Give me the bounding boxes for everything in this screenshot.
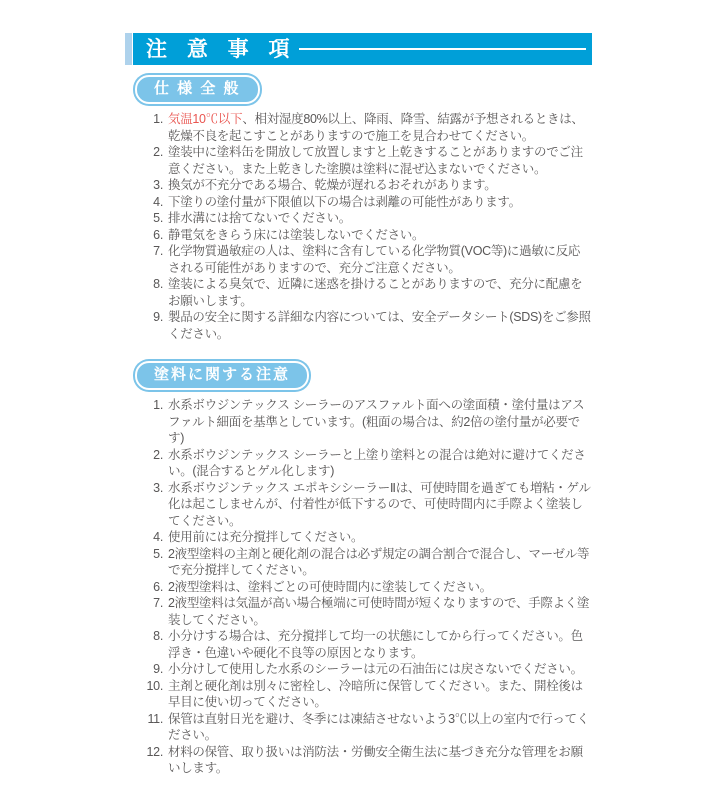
item-number: 12. — [146, 744, 163, 759]
item-text: 塗装による臭気で、近隣に迷惑を掛けることがありますので、充分に配慮をお願いします。 — [168, 277, 583, 308]
item-text: 下塗りの塗付量が下限値以下の場合は剥離の可能性があります。 — [168, 194, 521, 209]
item-text: 水系ボウジンテックス シーラーと上塗り塗料との混合は絶対に避けてください。(混合するとゲル化します) — [168, 447, 586, 478]
item-number: 4. — [153, 194, 163, 209]
section-badge-specs-general: 仕 様 全 般 — [135, 75, 260, 104]
header-title-bar — [133, 33, 592, 65]
item-text: 2液型塗料は、塗料ごとの可使時間内に塗装してください。 — [168, 579, 492, 594]
list-item — [133, 194, 592, 211]
item-number: 8. — [153, 629, 163, 643]
item-text: 換気が不充分である場合、乾燥が遅れるおそれがあります。 — [168, 178, 497, 192]
item-text: 主剤と硬化剤は別々に密栓し、冷暗所に保管してください。また、開栓後は早目に使い切ってください。 — [168, 678, 583, 709]
item-text: 2液型塗料は気温が高い場合極端に可使時間が短くなりますので、手際よく塗装してください。 — [168, 596, 590, 627]
list-item — [133, 744, 592, 777]
list-item — [133, 111, 592, 144]
item-text-body: 、相対湿度80%以上、降雨、降雪、結露が予想されるときは、乾燥不良を起こすことがありますので施工を見合わせてください。 — [168, 112, 584, 143]
section-specs-general — [135, 75, 592, 104]
header-rule — [299, 48, 586, 50]
item-text: 水系ボウジンテックス エポキシシーラーⅡは、可使時間を過ぎても増粘・ゲル化は起こしませんが、付着性が低下するので、可使時間内に手際よく塗装してください。 — [168, 480, 591, 528]
item-number: 4. — [153, 530, 163, 544]
item-text — [168, 111, 592, 144]
list-item — [133, 678, 592, 711]
document-page — [0, 33, 720, 808]
item-text: 材料の保管、取り扱いは消防法・労働安全衛生法に基づき充分な管理をお願いします。 — [168, 744, 583, 775]
precaution-list-paint — [133, 397, 592, 777]
item-number: 9. — [153, 310, 163, 324]
list-item — [133, 529, 592, 546]
item-text: 水系ボウジンテックス シーラーのアスファルト面への塗面積・塗付量はアスファルト細面を基準としています。(粗面の場合は、約2倍の塗付量が必要です) — [168, 398, 585, 445]
precaution-list-specs-general — [133, 111, 592, 342]
item-text: 使用前には充分撹拌してください。 — [168, 530, 364, 544]
list-item — [133, 210, 592, 227]
item-text: 保管は直射日光を避け、冬季には凍結させないよう3℃以上の室内で行ってください。 — [168, 711, 589, 742]
list-item — [133, 276, 592, 309]
item-number: 8. — [153, 277, 163, 291]
list-item — [133, 711, 592, 744]
temperature-warning-text: 気温10℃以下 — [168, 112, 243, 126]
list-item — [133, 309, 592, 342]
item-number: 3. — [153, 480, 163, 495]
item-number: 10. — [146, 678, 163, 693]
list-item — [133, 661, 592, 678]
item-number: 1. — [153, 398, 163, 412]
item-text: 小分けして使用した水系のシーラーは元の石油缶には戻さないでください。 — [168, 662, 583, 676]
list-item — [133, 227, 592, 244]
item-text: 小分けする場合は、充分撹拌して均一の状態にしてから行ってください。色浮き・色違いや硬化不良等の原因となります。 — [168, 629, 583, 660]
item-text: 化学物質過敏症の人は、塗料に含有している化学物質(VOC等)に過敏に反応される可能性がありますので、充分ご注意ください。 — [168, 244, 581, 275]
list-item — [133, 243, 592, 276]
list-item — [133, 177, 592, 194]
list-item — [133, 546, 592, 579]
item-number: 6. — [153, 227, 163, 242]
list-item — [133, 595, 592, 628]
list-item — [133, 397, 592, 447]
item-text: 静電気をきらう床には塗装しないでください。 — [168, 227, 425, 242]
item-text: 2液型塗料の主剤と硬化剤の混合は必ず規定の調合割合で混合し、マーゼル等で充分撹拌してください。 — [168, 546, 590, 577]
item-number: 6. — [153, 579, 163, 594]
item-number: 1. — [153, 112, 163, 126]
header-bar — [125, 33, 720, 65]
list-item — [133, 628, 592, 661]
item-number: 11. — [147, 711, 163, 726]
header-accent-strip — [125, 33, 132, 65]
item-text: 塗装中に塗料缶を開放して放置しますと上乾きすることがありますのでご注意ください。また上乾きした塗膜は塗料に混ぜ込まないでください。 — [168, 145, 583, 176]
list-item — [133, 144, 592, 177]
item-number: 2. — [153, 145, 163, 159]
item-number: 5. — [153, 546, 163, 561]
item-number: 7. — [153, 244, 163, 258]
section-badge-paint-precautions: 塗料に関する注意 — [135, 361, 309, 390]
page-title: 注 意 事 項 — [146, 37, 297, 61]
item-number: 3. — [153, 178, 163, 192]
item-number: 9. — [153, 662, 163, 676]
list-item — [133, 579, 592, 596]
content-area — [133, 75, 592, 777]
section-paint-precautions — [135, 361, 592, 390]
item-text: 製品の安全に関する詳細な内容については、安全データシート(SDS)をご参照ください。 — [168, 310, 591, 341]
item-number: 2. — [153, 447, 163, 462]
list-item — [133, 447, 592, 480]
item-text: 排水溝には捨てないでください。 — [168, 211, 352, 225]
item-number: 7. — [153, 596, 163, 610]
item-number: 5. — [153, 211, 163, 225]
list-item — [133, 480, 592, 530]
